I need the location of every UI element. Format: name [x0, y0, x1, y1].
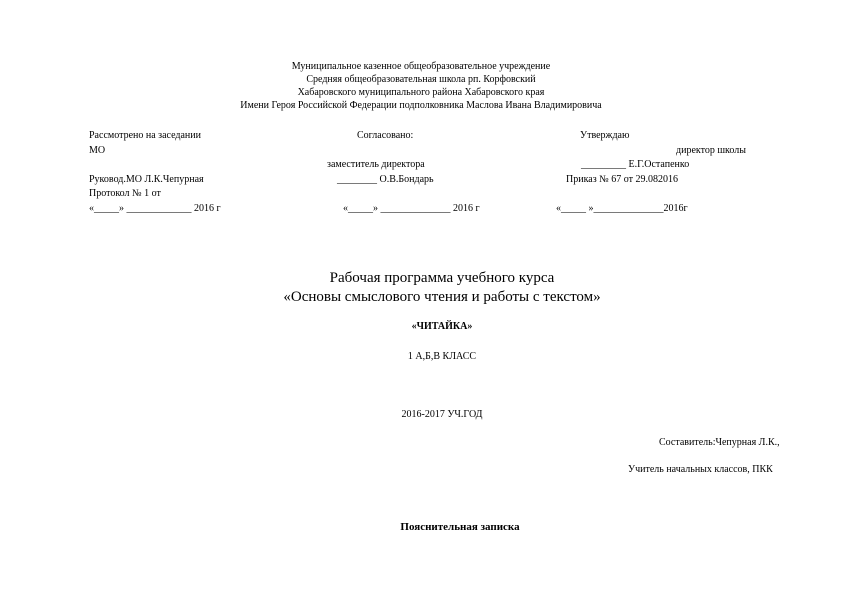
- approval-right-line-1: Утверждаю: [580, 130, 630, 141]
- approval-middle-line-4: «_____» ______________ 2016 г: [343, 203, 480, 214]
- compiler-line-1: Составитель:Чепурная Л.К.,: [659, 437, 780, 448]
- title-line-2: «Основы смыслового чтения и работы с текстом»: [283, 289, 601, 305]
- header-line-2: Средняя общеобразовательная школа рп. Корфовский: [306, 74, 536, 85]
- course-name: «ЧИТАЙКА»: [411, 321, 473, 332]
- header-line-1: Муниципальное казенное общеобразовательное учреждение: [291, 61, 551, 72]
- approval-middle-line-1: Согласовано:: [357, 130, 414, 141]
- compiler-line-2: Учитель начальных классов, ПКК: [628, 464, 773, 475]
- school-year: 2016-2017 УЧ.ГОД: [401, 409, 483, 420]
- approval-left-line-2: МО: [89, 145, 106, 156]
- approval-right-line-5: «_____ »______________2016г: [556, 203, 688, 214]
- approval-left-line-1: Рассмотрено на заседании: [89, 130, 201, 141]
- approval-left-line-5: «_____» _____________ 2016 г: [89, 203, 221, 214]
- title-line-1: Рабочая программа учебного курса: [329, 270, 555, 286]
- header-line-4: Имени Героя Российской Федерации подполковника Маслова Ивана Владимировича: [240, 100, 602, 111]
- approval-right-line-4: Приказ № 67 от 29.082016: [566, 174, 678, 185]
- header-line-3: Хабаровского муниципального района Хабаровского края: [297, 87, 545, 98]
- approval-left-line-4: Протокол № 1 от: [89, 188, 161, 199]
- section-heading: Пояснительная записка: [400, 521, 520, 533]
- grade: 1 А,Б,В КЛАСС: [407, 351, 477, 362]
- approval-middle-line-2: заместитель директора: [327, 159, 425, 170]
- approval-right-line-3: _________ Е.Г.Остапенко: [581, 159, 690, 170]
- approval-middle-line-3: ________ О.В.Бондарь: [337, 174, 434, 185]
- approval-right-line-2: директор школы: [676, 145, 746, 156]
- approval-left-line-3: Руковод.МО Л.К.Чепурная: [89, 174, 204, 185]
